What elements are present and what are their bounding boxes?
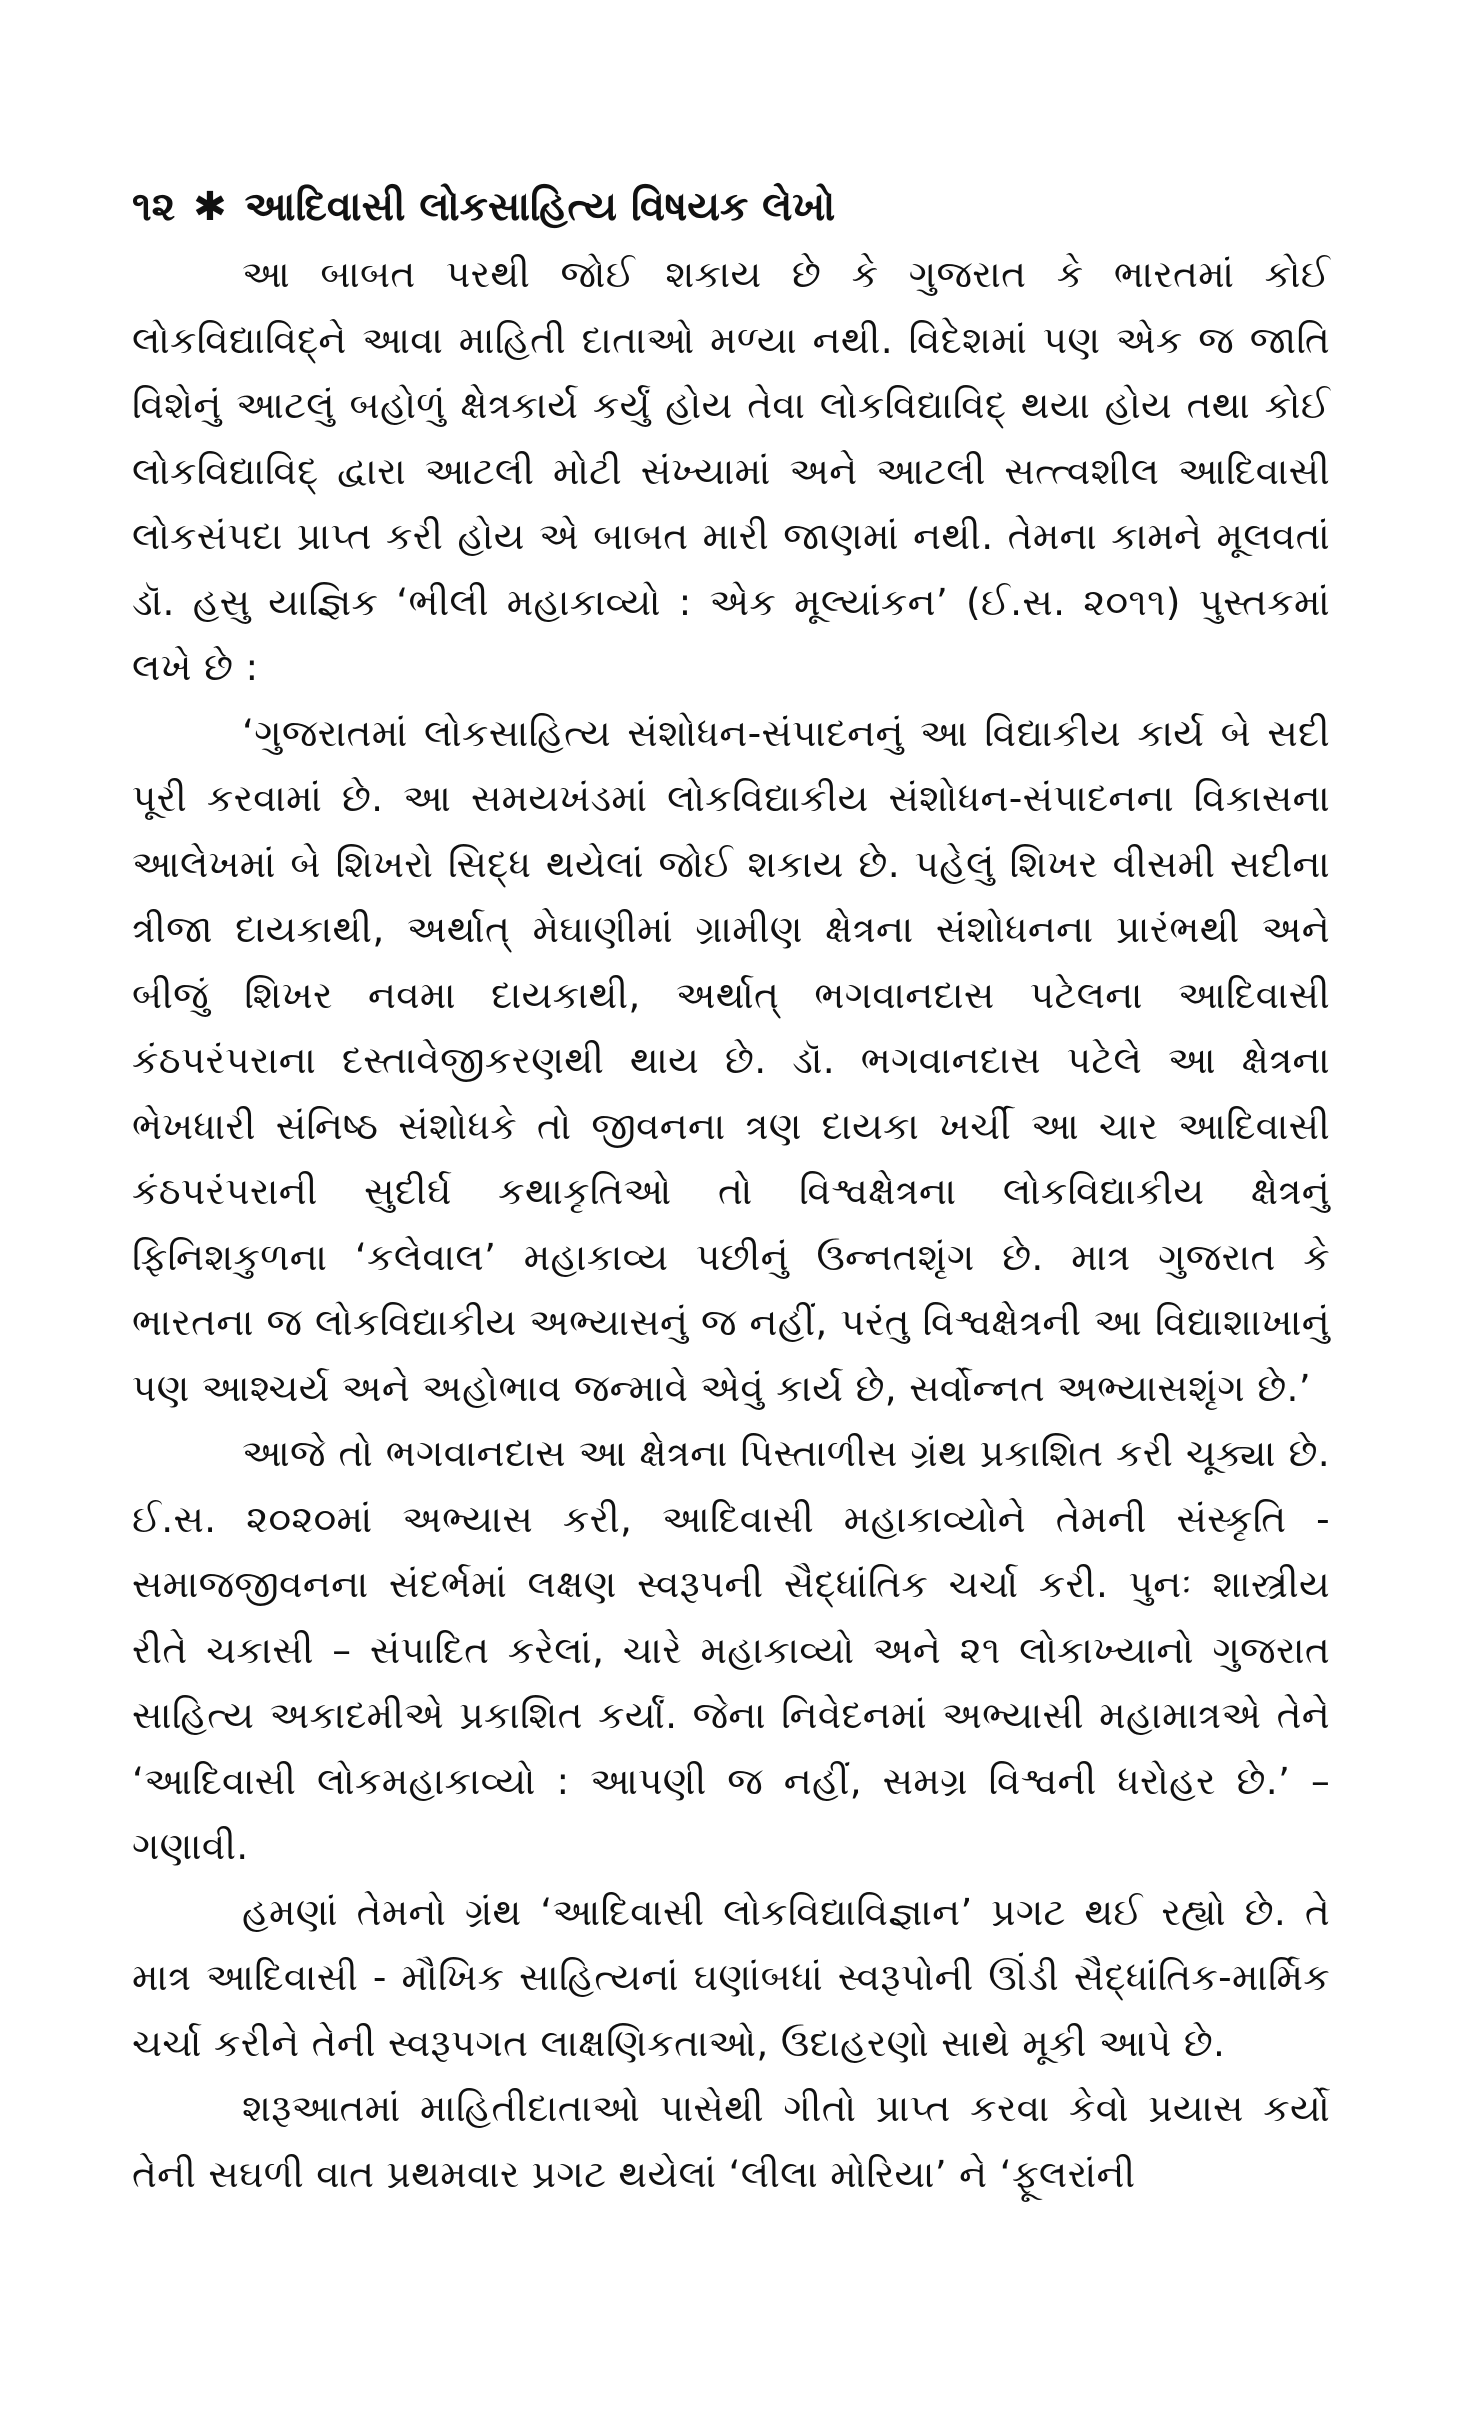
page-number: ૧૨ [132,184,176,230]
body-text [132,242,1330,2207]
paragraph-4: હમણાં તેમનો ગ્રંથ ‘આદિવાસી લોકવિદ્યાવિજ્ઞાન’ પ્રગટ થઈ રહ્યો છે. તે માત્ર આદિવાસી - મૌખિક સાહિત્યનાં ઘણાંબધાં સ્વરૂપોની ઊંડી સૈદ્ધાંતિક-માર્મિક ચર્ચા કરીને તેની સ્વરૂપગત લાક્ષણિકતાઓ, ઉદાહરણો સાથે મૂકી આપે છે. [132,1889,1330,2065]
paragraph-5: શરૂઆતમાં માહિતીદાતાઓ પાસેથી ગીતો પ્રાપ્ત કરવા કેવો પ્રયાસ કર્યો તેની સઘળી વાત પ્રથમવાર પ્રગટ થયેલાં ‘લીલા મોરિયા’ ને ‘ફૂલરાંની [132,2086,1330,2196]
paragraph-3: આજે તો ભગવાનદાસ આ ક્ષેત્રના પિસ્તાળીસ ગ્રંથ પ્રકાશિત કરી ચૂક્યા છે. ઈ.સ. ૨૦૨૦માં અભ્યાસ કરી, આદિવાસી મહાકાવ્યોને તેમની સંસ્કૃતિ - સમાજજીવનના સંદર્ભમાં લક્ષણ સ્વરૂપની સૈદ્ધાંતિક ચર્ચા કરી. પુનઃ શાસ્ત્રીય રીતે ચકાસી – સંપાદિત કરેલાં, ચારે મહાકાવ્યો અને ૨૧ લોકાખ્યાનો ગુજરાત સાહિત્ય અકાદમીએ પ્રકાશિત કર્યાં. જેના નિવેદનમાં અભ્યાસી મહામાત્રએ તેને ‘આદિવાસી લોકમહાકાવ્યો : આપણી જ નહીં, સમગ્ર વિશ્વની ધરોહર છે.’ – ગણાવી. [132,1431,1330,1868]
running-header [132,178,1330,236]
paragraph-2-quotation: ‘ગુજરાતમાં લોકસાહિત્ય સંશોધન-સંપાદનનું આ વિદ્યાકીય કાર્ય બે સદી પૂરી કરવામાં છે. આ સમયખંડમાં લોકવિદ્યાકીય સંશોધન-સંપાદનના વિકાસના આલેખમાં બે શિખરો સિદ્ધ થયેલાં જોઈ શકાય છે. પહેલું શિખર વીસમી સદીના ત્રીજા દાયકાથી, અર્થાત્‌ મેઘાણીમાં ગ્રામીણ ક્ષેત્રના સંશોધનના પ્રારંભથી અને બીજું શિખર નવમા દાયકાથી, અર્થાત્‌ ભગવાનદાસ પટેલના આદિવાસી કંઠપરંપરાના દસ્તાવેજીકરણથી થાય છે. ડૉ. ભગવાનદાસ પટેલે આ ક્ષેત્રના ભેખધારી સંનિષ્ઠ સંશોધકે તો જીવનના ત્રણ દાયકા ખર્ચી આ ચાર આદિવાસી કંઠપરંપરાની સુદીર્ઘ કથાકૃતિઓ તો વિશ્વક્ષેત્રના લોકવિદ્યાકીય ક્ષેત્રનું ફિનિશકુળના ‘કલેવાલ’ મહાકાવ્ય પછીનું ઉન્નતશૃંગ છે. માત્ર ગુજરાત કે ભારતના જ લોકવિદ્યાકીય અભ્યાસનું જ નહીં, પરંતુ વિશ્વક્ષેત્રની આ વિદ્યાશાખાનું પણ આશ્ચર્ય અને અહોભાવ જન્માવે એવું કાર્ય છે, સર્વોન્નત અભ્યાસશૃંગ છે.’ [132,710,1330,1410]
paragraph-1: આ બાબત પરથી જોઈ શકાય છે કે ગુજરાત કે ભારતમાં કોઈ લોકવિદ્યાવિદ્‌ને આવા માહિતી દાતાઓ મળ્યા નથી. વિદેશમાં પણ એક જ જાતિ વિશેનું આટલું બહોળું ક્ષેત્રકાર્ય કર્યું હોય તેવા લોકવિદ્યાવિદ્‌ થયા હોય તથા કોઈ લોકવિદ્યાવિદ્‌ દ્વારા આટલી મોટી સંખ્યામાં અને આટલી સત્ત્વશીલ આદિવાસી લોકસંપદા પ્રાપ્ત કરી હોય એ બાબત મારી જાણમાં નથી. તેમના કામને મૂલવતાં ડૉ. હસુ યાજ્ઞિક ‘ભીલી મહાકાવ્યો : એક મૂલ્યાંકન’ (ઈ.સ. ૨૦૧૧) પુસ્તકમાં લખે છે : [132,252,1330,689]
asterisk-separator-icon: ✱ [193,184,227,230]
book-title: આદિવાસી લોકસાહિત્ય વિષયક લેખો [244,184,836,230]
